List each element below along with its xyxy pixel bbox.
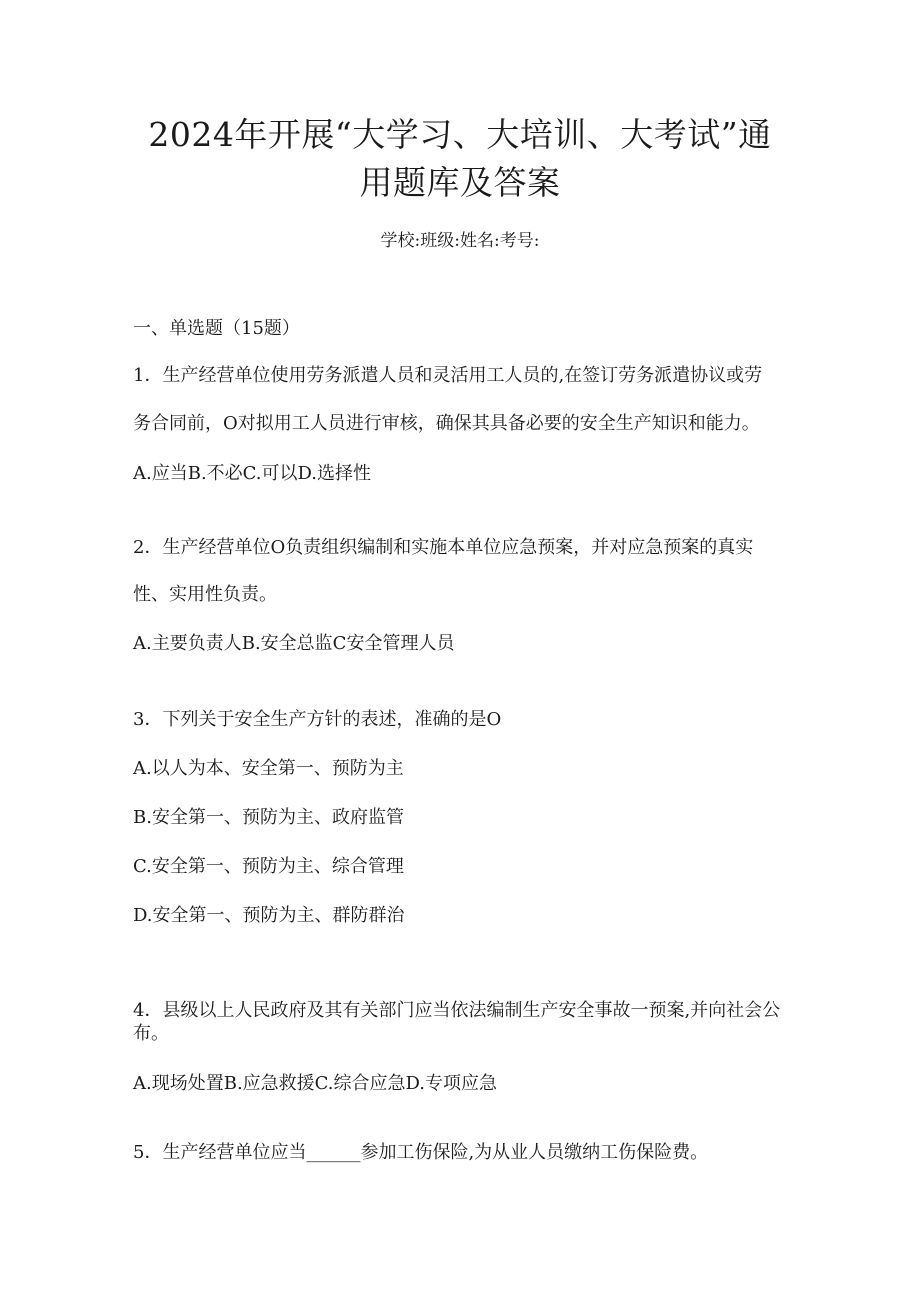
question-3-option-a: A.以人为本、安全第一、预防为主 xyxy=(133,758,404,779)
question-1-line-2: 务合同前，O对拟用工人员进行审核，确保其具备必要的安全生产知识和能力。 xyxy=(133,413,760,434)
question-5-stem: 5．生产经营单位应当______参加工伤保险,为从业人员缴纳工伤保险费。 xyxy=(133,1142,709,1163)
page-title-line-1: 2024年开展“大学习、大培训、大考试”通 xyxy=(148,115,772,154)
question-2-line-1: 2．生产经营单位O负责组织编制和实施本单位应急预案，并对应急预案的真实 xyxy=(133,537,754,558)
question-4-stem: 4．县级以上人民政府及其有关部门应当依法编制生产安全事故一预案,并向社会公布。 xyxy=(133,1000,781,1044)
question-3-option-b: B.安全第一、预防为主、政府监管 xyxy=(133,807,404,828)
question-3-stem: 3．下列关于安全生产方针的表述，准确的是O xyxy=(133,709,502,730)
student-info-line: 学校:班级:姓名:考号: xyxy=(380,231,540,251)
question-4-options: A.现场处置B.应急救援C.综合应急D.专项应急 xyxy=(133,1073,498,1094)
section-heading: 一、单选题（15题） xyxy=(133,318,300,339)
page-title-line-2: 用题库及答案 xyxy=(359,163,561,202)
question-2-options: A.主要负责人B.安全总监C安全管理人员 xyxy=(133,633,455,654)
question-3-option-d: D.安全第一、预防为主、群防群治 xyxy=(133,905,405,926)
question-1-line-1: 1．生产经营单位使用劳务派遣人员和灵活用工人员的,在签订劳务派遣协议或劳 xyxy=(133,365,763,386)
question-3-option-c: C.安全第一、预防为主、综合管理 xyxy=(133,856,404,877)
question-2-line-2: 性、实用性负责。 xyxy=(133,584,277,605)
question-1-options: A.应当B.不必C.可以D.选择性 xyxy=(133,463,372,484)
